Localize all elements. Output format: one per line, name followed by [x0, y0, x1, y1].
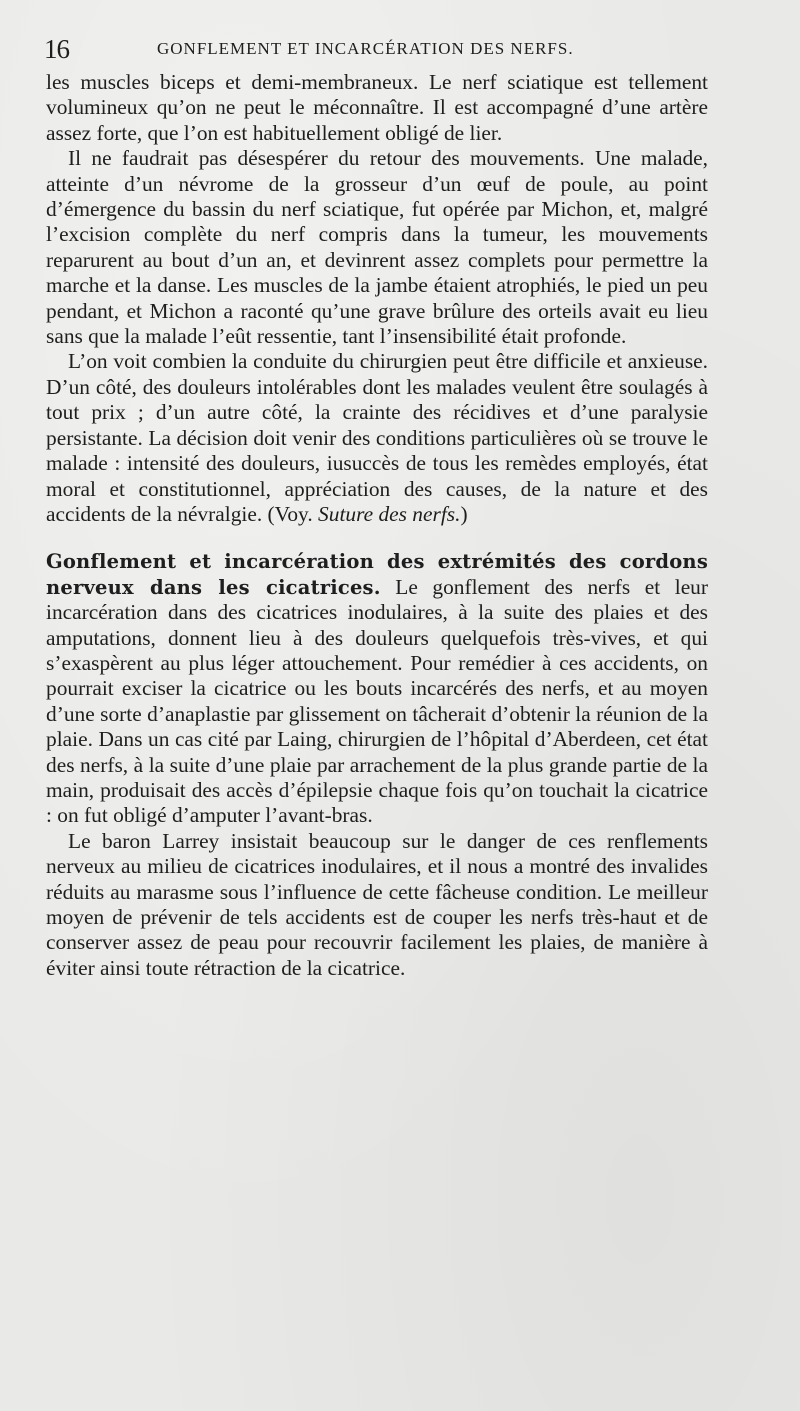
paragraph-michon-case: Il ne faudrait pas désespérer du retour des mouvements. Une malade, atteinte d’un névrome de la grosseur d’un œuf de poule, au point d’émergence du bassin du nerf sciatique, fut opérée par Michon, et, malgré l’excision complète du nerf compris dans la tumeur, les mouvements reparurent au bout d’un an, et devinrent assez complets pour permettre la marche et la danse. Les muscles de la jambe étaient atrophiés, le pied un peu pendant, et Michon a raconté qu’une grave brûlure des orteils avait eu lieu sans que la malade l’eût ressentie, tant l’insensibilité était profonde. [46, 146, 708, 349]
cross-reference: Suture des nerfs. [318, 501, 461, 526]
section-heading: Gonflement et incarcération des extrémités des cordons nerveux dans les cicatrices. [46, 550, 708, 599]
body-text [46, 70, 708, 981]
page-number: 16 [44, 34, 69, 64]
paragraph-surgeon-conduct-text: L’on voit combien la conduite du chirurgien peut être difficile et anxieuse. D’un côté, des douleurs intolérables dont les malades veulent être soulagés à tout prix ; d’un autre côté, la crainte des récidives et d’une paralysie persistante. La décision doit venir des conditions particulières où se trouve le malade : intensité des douleurs, iusuccès de tous les remèdes employés, état moral et constitutionnel, appréciation des causes, de la nature et des accidents de la névralgie. (Voy. [46, 349, 708, 526]
section-paragraph [46, 549, 708, 828]
running-title: GONFLEMENT ET INCARCÉRATION DES NERFS. [157, 39, 574, 58]
paragraph-larrey: Le baron Larrey insistait beaucoup sur le danger de ces renflements nerveux au milieu de cicatrices inodulaires, et il nous a montré des invalides réduits au marasme sous l’influence de cette fâcheuse condition. Le meilleur moyen de prévenir de tels accidents est de couper les nerfs très-haut et de conserver assez de peau pour recouvrir facilement les plaies, de manière à éviter ainsi toute rétraction de la cicatrice. [46, 828, 708, 980]
section-body-text: Le gonflement des nerfs et leur incarcération dans des cicatrices inodulaires, à la suite des plaies et des amputations, donnent lieu à des douleurs quelquefois très-vives, et qui s’exaspèrent au plus léger attouchement. Pour remédier à ces accidents, on pourrait exciser la cicatrice ou les bouts incarcérés des nerfs, et au moyen d’une sorte d’anaplastie par glissement on tâcherait d’obtenir la réunion de la plaie. Dans un cas cité par Laing, chirurgien de l’hôpital d’Aberdeen, cet état des nerfs, à la suite d’une plaie par arrachement de la plus grande partie de la main, produisait des accès d’épilepsie chaque fois qu’on touchait la cicatrice : on fut obligé d’amputer l’avant-bras. [46, 574, 709, 828]
paragraph-continuation: les muscles biceps et demi-membraneux. Le nerf sciatique est tellement volumineux qu’on ne peut le méconnaître. Il est accompagné d’une artère assez forte, que l’on est habituellement obligé de lier. [46, 70, 708, 145]
running-head [44, 34, 700, 64]
paragraph-surgeon-conduct [46, 349, 708, 527]
cross-reference-close: ) [460, 501, 468, 526]
